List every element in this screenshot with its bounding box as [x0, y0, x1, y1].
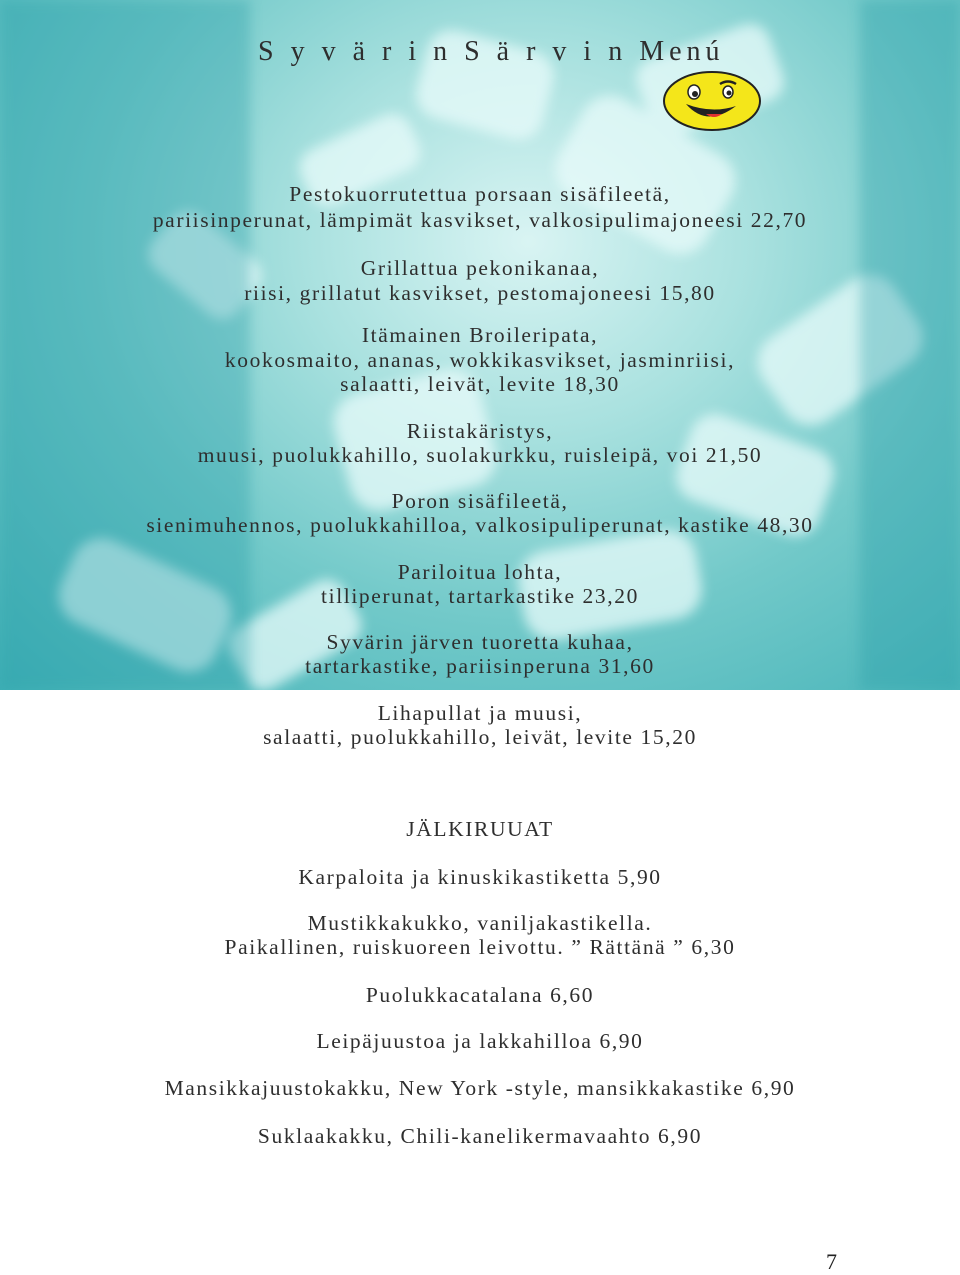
menu-item-line: Pestokuorrutettua porsaan sisäfileetä, — [289, 182, 671, 206]
menu-item-line: Riistakäristys, — [406, 419, 554, 443]
dessert-item-line: Puolukkacatalana 6,60 — [365, 983, 595, 1007]
menu-item-line: Itämainen Broileripata, — [361, 323, 599, 347]
menu-item-line: tartarkastike, pariisinperuna 31,60 — [305, 654, 655, 678]
menu-item-line: Grillattua pekonikanaa, — [360, 256, 600, 280]
dessert-item-line: Paikallinen, ruiskuoreen leivottu. ” Rättänä ” 6,30 — [224, 935, 736, 959]
dessert-item-line: Karpaloita ja kinuskikastiketta 5,90 — [298, 865, 662, 889]
menu-item-line: tilliperunat, tartarkastike 23,20 — [321, 584, 639, 608]
dessert-item-line: Suklaakakku, Chili-kanelikermavaahto 6,90 — [257, 1124, 703, 1148]
menu-item-line: kookosmaito, ananas, wokkikasvikset, jasminriisi, — [224, 348, 736, 372]
menu-item-line: Lihapullat ja muusi, — [377, 701, 583, 725]
menu-item-line: Pariloitua lohta, — [397, 560, 563, 584]
menu-item-line: muusi, puolukkahillo, suolakurkku, ruisleipä, voi 21,50 — [197, 443, 763, 467]
menu-item-line: riisi, grillatut kasvikset, pestomajoneesi 15,80 — [244, 281, 716, 305]
menu-item-line: salaatti, leivät, levite 18,30 — [340, 372, 620, 396]
page-number: 7 — [826, 1249, 837, 1274]
menu-item-line: sienimuhennos, puolukkahilloa, valkosipuliperunat, kastike 48,30 — [146, 513, 814, 537]
smiley-face-icon — [662, 70, 762, 132]
menu-item-line: Syvärin järven tuoretta kuhaa, — [326, 630, 634, 654]
menu-item-line: salaatti, puolukkahillo, leivät, levite 15,20 — [263, 725, 697, 749]
desserts-heading: JÄLKIRUUAT — [406, 817, 554, 841]
menu-title: S y v ä r i n S ä r v i n Menú — [258, 36, 725, 67]
dessert-item-line: Mansikkajuustokakku, New York -style, mansikkakastike 6,90 — [164, 1076, 796, 1100]
dessert-item-line: Leipäjuustoa ja lakkahilloa 6,90 — [316, 1029, 644, 1053]
menu-item-line: pariisinperunat, lämpimät kasvikset, valkosipulimajoneesi 22,70 — [152, 208, 808, 232]
menu-item-line: Poron sisäfileetä, — [391, 489, 569, 513]
dessert-item-line: Mustikkakukko, vaniljakastikella. — [307, 911, 653, 935]
